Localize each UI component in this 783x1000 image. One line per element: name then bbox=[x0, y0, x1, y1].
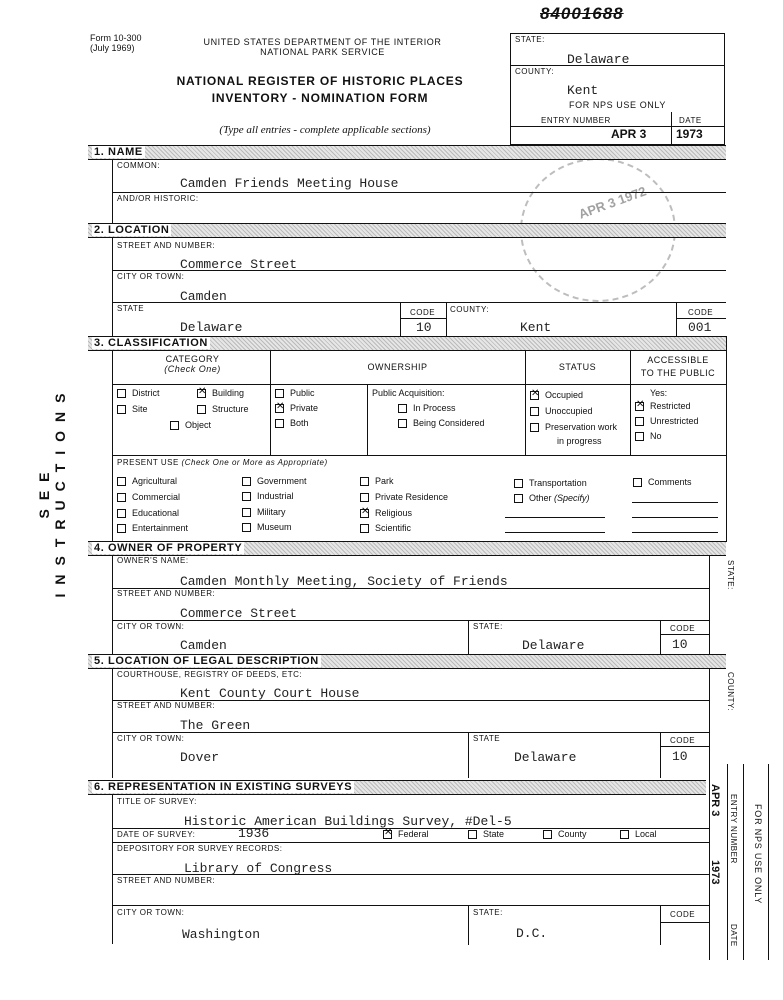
county-code-value: 001 bbox=[688, 320, 712, 335]
legal-street-label: STREET AND NUMBER: bbox=[117, 701, 216, 710]
county-survey-checkbox[interactable]: County bbox=[543, 829, 587, 839]
object-checkbox[interactable]: Object bbox=[170, 420, 211, 430]
street-label: STREET AND NUMBER: bbox=[117, 241, 216, 250]
owner-street-value: Commerce Street bbox=[180, 606, 298, 621]
see-instructions-sidebar: SEE INSTRUCTIONS bbox=[36, 384, 68, 598]
owner-code-label: CODE bbox=[670, 624, 696, 633]
section-name-header: 1. NAME bbox=[88, 145, 726, 160]
local-survey-checkbox[interactable]: Local bbox=[620, 829, 657, 839]
status-heading: STATUS bbox=[558, 362, 597, 372]
survey-state-value: D.C. bbox=[516, 926, 548, 941]
occupied-checkbox[interactable]: ✕Occupied bbox=[530, 390, 583, 400]
legal-code-value: 10 bbox=[672, 749, 688, 764]
legal-state-value: Delaware bbox=[514, 750, 577, 765]
use-commercial[interactable]: Commercial bbox=[117, 492, 180, 502]
section-surveys-header: 6. REPRESENTATION IN EXISTING SURVEYS bbox=[88, 780, 706, 795]
state-label: STATE bbox=[117, 304, 145, 313]
depository-value: Library of Congress bbox=[184, 861, 333, 876]
legal-city-label: CITY OR TOWN: bbox=[117, 734, 185, 743]
survey-title-label: TITLE OF SURVEY: bbox=[117, 797, 197, 806]
owner-name-label: OWNER'S NAME: bbox=[117, 556, 189, 565]
use-scientific[interactable]: Scientific bbox=[360, 523, 411, 533]
use-educational[interactable]: Educational bbox=[117, 508, 179, 518]
page-title: NATIONAL REGISTER OF HISTORIC PLACES INVENTORY - NOMINATION FORM bbox=[176, 74, 464, 105]
public-checkbox[interactable]: Public bbox=[275, 388, 315, 398]
public-acquisition-label: Public Acquisition: bbox=[372, 388, 445, 398]
owner-code-value: 10 bbox=[672, 637, 688, 652]
survey-street-label: STREET AND NUMBER: bbox=[117, 876, 216, 885]
survey-date-label: DATE OF SURVEY: bbox=[117, 830, 196, 839]
use-comments[interactable]: Comments bbox=[633, 477, 692, 487]
agency-heading: UNITED STATES DEPARTMENT OF THE INTERIOR NATIONAL PARK SERVICE bbox=[203, 37, 442, 57]
county-label: COUNTY: bbox=[450, 305, 490, 314]
owner-name-value: Camden Monthly Meeting, Society of Friends bbox=[180, 574, 508, 589]
no-checkbox[interactable]: No bbox=[635, 431, 662, 441]
owner-state-value: Delaware bbox=[522, 638, 585, 653]
depository-label: DEPOSITORY FOR SURVEY RECORDS: bbox=[117, 844, 283, 853]
survey-state-label: STATE: bbox=[473, 908, 503, 917]
use-industrial[interactable]: Industrial bbox=[242, 491, 294, 501]
category-heading: CATEGORY (Check One) bbox=[164, 354, 221, 374]
structure-checkbox[interactable]: Structure bbox=[197, 404, 249, 414]
code-label: CODE bbox=[688, 308, 714, 317]
unoccupied-checkbox[interactable]: Unoccupied bbox=[530, 406, 593, 416]
received-stamp: APR 3 1972 bbox=[520, 158, 676, 302]
survey-city-value: Washington bbox=[182, 927, 261, 942]
yes-label: Yes: bbox=[650, 388, 668, 398]
both-checkbox[interactable]: Both bbox=[275, 418, 309, 428]
instructions-note: (Type all entries - complete applicable sections) bbox=[219, 124, 431, 136]
side-county-label: COUNTY: bbox=[726, 672, 735, 712]
ownership-heading: OWNERSHIP bbox=[367, 362, 428, 372]
site-checkbox[interactable]: Site bbox=[117, 404, 148, 414]
section-owner-header: 4. OWNER OF PROPERTY bbox=[88, 541, 726, 556]
use-private-residence[interactable]: Private Residence bbox=[360, 492, 448, 502]
in-process-checkbox[interactable]: In Process bbox=[398, 403, 456, 413]
use-religious[interactable]: ✕Religious bbox=[360, 508, 412, 518]
preservation-checkbox[interactable]: Preservation work bbox=[530, 422, 617, 432]
reference-number: 84001688 bbox=[540, 4, 624, 23]
being-considered-checkbox[interactable]: Being Considered bbox=[398, 418, 485, 428]
legal-street-value: The Green bbox=[180, 718, 251, 733]
use-government[interactable]: Government bbox=[242, 476, 307, 486]
code-label: CODE bbox=[410, 308, 436, 317]
state-code-value: 10 bbox=[416, 320, 432, 335]
section-legal-header: 5. LOCATION OF LEGAL DESCRIPTION bbox=[88, 654, 726, 669]
in-progress-label: in progress bbox=[557, 436, 602, 446]
form-number: Form 10-300 (July 1969) bbox=[90, 33, 142, 53]
section-location-header: 2. LOCATION bbox=[88, 223, 726, 238]
legal-code-label: CODE bbox=[670, 736, 696, 745]
common-name-label: COMMON: bbox=[117, 161, 161, 170]
private-checkbox[interactable]: ✕Private bbox=[275, 403, 318, 413]
use-entertainment[interactable]: Entertainment bbox=[117, 523, 188, 533]
use-transportation[interactable]: Transportation bbox=[514, 478, 587, 488]
survey-city-label: CITY OR TOWN: bbox=[117, 908, 185, 917]
owner-city-label: CITY OR TOWN: bbox=[117, 622, 185, 631]
legal-city-value: Dover bbox=[180, 750, 220, 765]
accessible-heading: ACCESSIBLE TO THE PUBLIC bbox=[640, 355, 716, 378]
common-name-value: Camden Friends Meeting House bbox=[180, 176, 399, 191]
use-museum[interactable]: Museum bbox=[242, 522, 292, 532]
courthouse-label: COURTHOUSE, REGISTRY OF DEEDS, ETC: bbox=[117, 670, 303, 679]
legal-state-label: STATE bbox=[473, 734, 501, 743]
use-park[interactable]: Park bbox=[360, 476, 394, 486]
historic-name-label: AND/OR HISTORIC: bbox=[117, 194, 199, 203]
federal-checkbox[interactable]: ✕ Federal bbox=[383, 829, 429, 839]
survey-date-value: 1936 bbox=[238, 826, 270, 841]
unrestricted-checkbox[interactable]: Unrestricted bbox=[635, 416, 699, 426]
building-checkbox[interactable]: ✕ Building bbox=[197, 388, 244, 398]
survey-code-label: CODE bbox=[670, 910, 696, 919]
city-label: CITY OR TOWN: bbox=[117, 272, 185, 281]
courthouse-value: Kent County Court House bbox=[180, 686, 360, 701]
use-other[interactable]: Other (Specify) bbox=[514, 493, 590, 503]
city-value: Camden bbox=[180, 289, 227, 304]
owner-city-value: Camden bbox=[180, 638, 227, 653]
nps-use-box: STATE: Delaware COUNTY: Kent FOR NPS USE ONLY ENTRY NUMBER DATE APR 3 1973 bbox=[510, 33, 725, 145]
use-agricultural[interactable]: Agricultural bbox=[117, 476, 177, 486]
side-state-label: STATE: bbox=[726, 560, 735, 590]
use-military[interactable]: Military bbox=[242, 507, 286, 517]
section-classification-header: 3. CLASSIFICATION bbox=[88, 336, 726, 351]
nps-side-strip: ENTRY NUMBER FOR NPS USE ONLY DATE APR 3 1973 bbox=[709, 764, 769, 960]
state-value: Delaware bbox=[180, 320, 243, 335]
owner-state-label: STATE: bbox=[473, 622, 503, 631]
survey-title-value: Historic American Buildings Survey, #Del-5 bbox=[184, 814, 512, 829]
street-value: Commerce Street bbox=[180, 257, 298, 272]
present-use-heading: PRESENT USE (Check One or More as Appropriate) bbox=[117, 458, 328, 467]
owner-street-label: STREET AND NUMBER: bbox=[117, 589, 216, 598]
county-value: Kent bbox=[520, 320, 552, 335]
state-survey-checkbox[interactable]: State bbox=[468, 829, 504, 839]
district-checkbox[interactable]: District bbox=[117, 388, 160, 398]
restricted-checkbox[interactable]: ✕Restricted bbox=[635, 401, 691, 411]
